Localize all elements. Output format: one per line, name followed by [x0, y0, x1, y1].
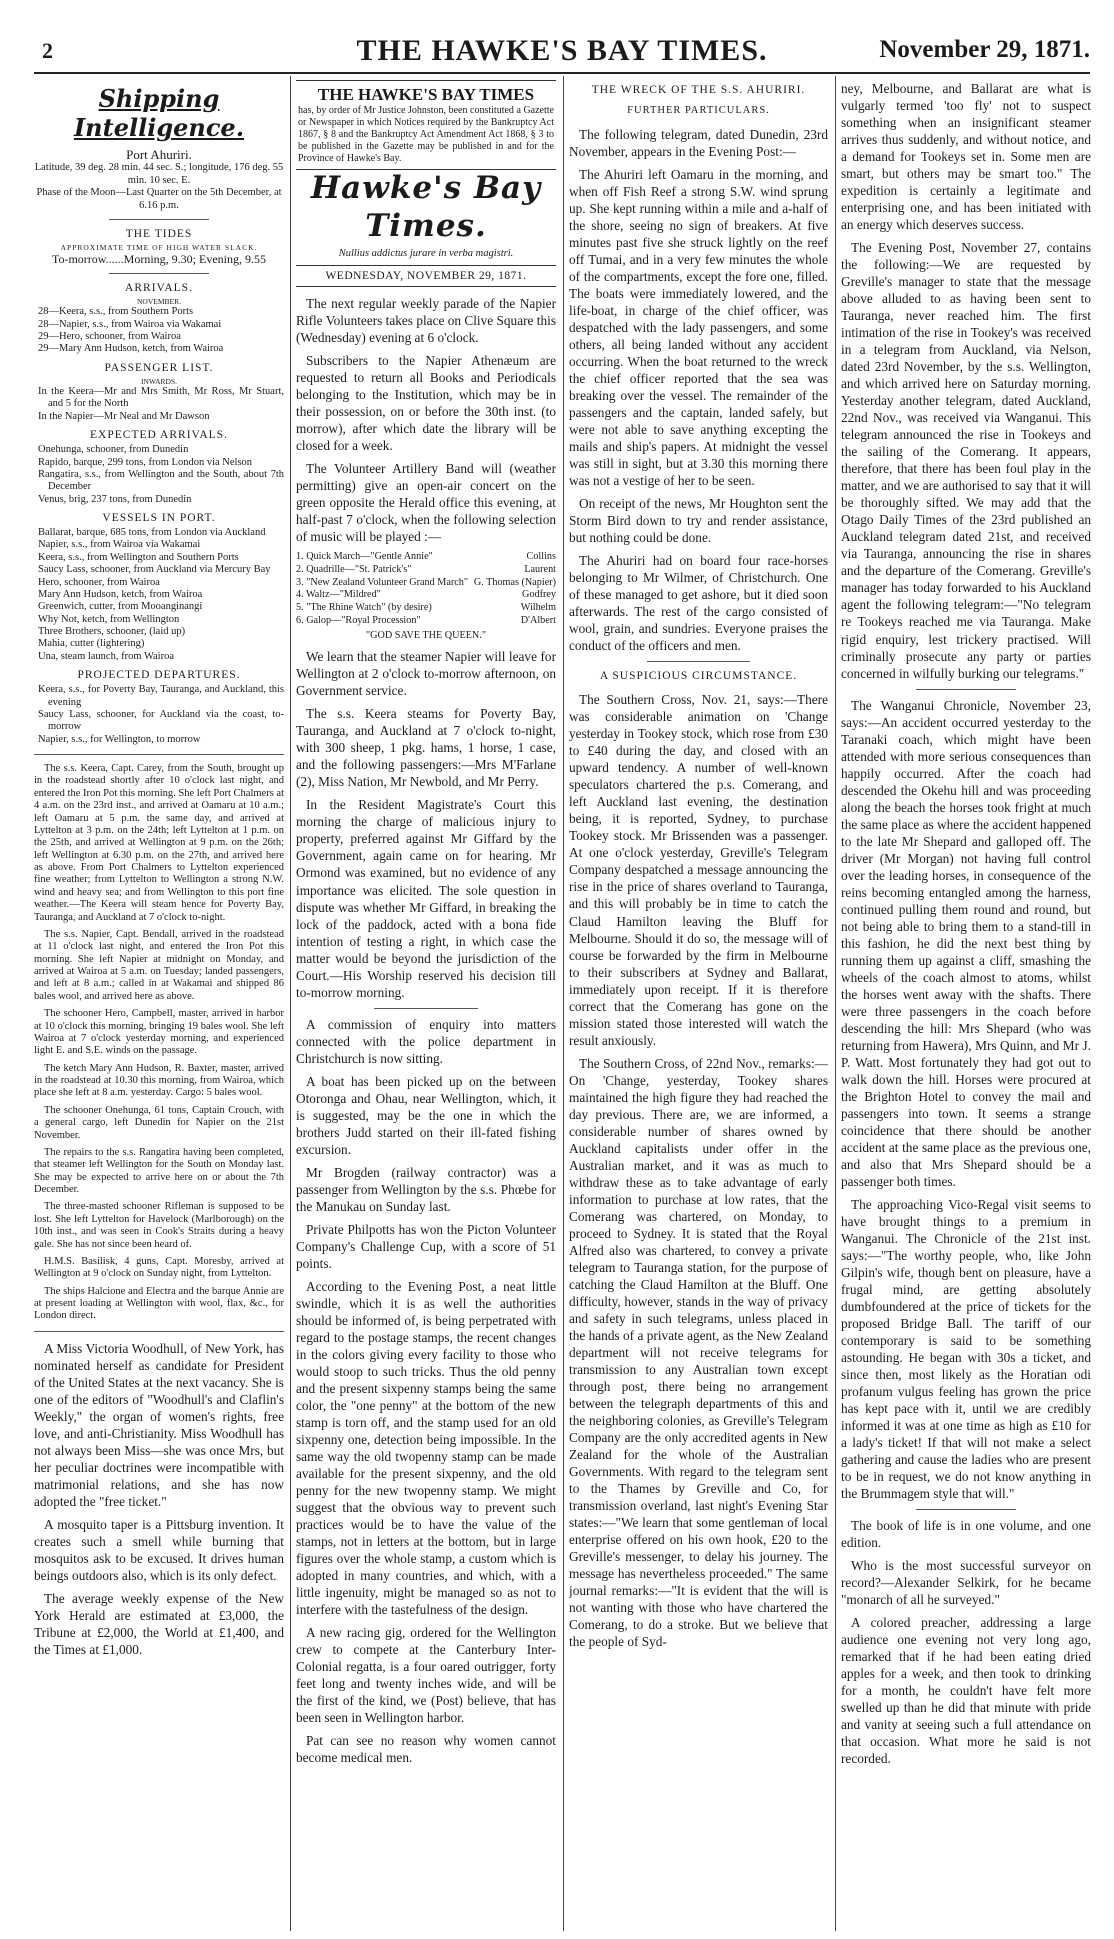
column-news [841, 80, 1091, 1930]
divider [109, 273, 209, 274]
programme-row [296, 615, 556, 628]
column-divider [290, 76, 291, 1931]
paragraph: The book of life is in one volume, and one edition. [841, 1518, 1091, 1551]
column-wreck [569, 80, 828, 1930]
column-divider [563, 76, 564, 1931]
dateline: WEDNESDAY, NOVEMBER 29, 1871. [296, 265, 556, 287]
divider [34, 754, 284, 755]
paragraph: The Ahuriri had on board four race-horses belonging to Mr Wilmer, of Christchurch. One of these managed to get ashore, but it died soon afterwards. The rest of the cargo consisted of wool, grain, and sundries. Everyone praises the conduct of the officers and men. [569, 553, 828, 654]
programme-row [296, 551, 556, 564]
divider [109, 219, 209, 220]
paragraph: The ketch Mary Ann Hudson, R. Baxter, master, arrived in the roadstead at 10.30 this morning, from Wairoa, which place she left at 8 a.m. yesterday. Cargo: 5 bales wool. [34, 1062, 284, 1099]
programme-item: 2. Quadrille—"St. Patrick's" [296, 563, 412, 575]
list-item: Onehunga, schooner, from Dunedin [38, 444, 189, 456]
programme-composer: D'Albert [520, 614, 556, 626]
list-item: Keera, s.s., from Wellington and Southern Ports [38, 551, 239, 563]
list-item: Ballarat, barque, 685 tons, from London via Auckland [38, 527, 266, 539]
list-item: Rangatira, s.s., from Wellington and the South, about 7th December [38, 468, 284, 493]
paragraph: The Wanganui Chronicle, November 23, says:—An accident occurred yesterday to the Taranaki coach, which might have been attended with more serious consequences than happily occurred. After the coach had descended the Okehu hill and was proceeding along the beach the horses took fright at much the same place as where the accident happened to the late Mr Shepard and galloped off. The driver (Mr Morgan) not having full control over the leading horses, in consequence of the reins becoming entangled among the harness, continued pulling them round and round, but not being able to bring them to a stand-till in this fashion, he did the next best thing by running them up against a cliff, smashing the wheels of the coach almost to atoms, whilst the horses went away with the shafts. There were three passengers in the coach before descending the hill: Mrs Shepard (who was returning from Hawera), Mrs Quinn, and Mr J. P. Watt. Most fortunately they had got out to walk down the hill. Horses were procured at the Brighton Hotel to convey the mail and passengers into town. It seems a strange coincidence that there should be another accident at the same place as the previous one, and also that Mrs Shepard should be a passenger both times. [841, 697, 1091, 1189]
list-item: Venus, brig, 237 tons, from Dunedin [38, 493, 192, 505]
list-item: Three Brothers, schooner, (laid up) [38, 626, 186, 638]
paragraph: The following telegram, dated Dunedin, 23rd November, appears in the Evening Post:— [569, 126, 828, 159]
paragraph: A boat has been picked up on the between Otoronga and Ohau, near Wellington, which, it is suggested, may be the one in which the brothers Judd started on their ill-fated fishing excursion. [296, 1073, 556, 1157]
wreck-subheading: FURTHER PARTICULARS. [627, 105, 770, 117]
paragraph: On receipt of the news, Mr Houghton sent the Storm Bird down to try and render assistance, but nothing could be done. [569, 496, 828, 546]
divider [916, 689, 1016, 690]
paragraph: In the Resident Magistrate's Court this morning the charge of malicious injury to property, preferred against Mr Giffard by the Government, again came on for hearing. Mr Ormond was examined, but no evidence of any importance was elicited. The sole question in dispute was whether Mr Giffard, in breaking the lock of the paddock, acted with a bona fide intention of testing a right, in which case the matter would be beyond the jurisdiction of the Court.—His Worship reserved his decision till to-morrow morning. [296, 797, 556, 1000]
divider [916, 1509, 1016, 1510]
expected-list [34, 444, 284, 506]
paragraph: Who is the most successful surveyor on record?—Alexander Selkirk, for he became "monarch of all he surveyed." [841, 1558, 1091, 1608]
port-name: Port Ahuriri. [126, 146, 192, 162]
paragraph: The ships Halcione and Electra and the barque Annie are at present loading at Wellington with wool, flax, &c., for London direct. [34, 1285, 284, 1322]
masthead [34, 32, 1090, 68]
tides-heading: THE TIDES [125, 227, 193, 240]
programme-item: 6. Galop—"Royal Procession" [296, 614, 421, 626]
paragraph: The Southern Cross, Nov. 21, says:—There was considerable animation on 'Change yesterday in Tookey stock, which rose from £30 to £40 during the day, and closed with an upward tendency. A number of well-known speculators chartered the p.s. Comerang, and left Auckland last evening, the destination being, it is reported, Sydney, to purchase Tookey stock. Mr Brissenden was a passenger. At one o'clock yesterday, Greville's Telegram Company despatched a message announcing the rise in the price of shares overland to Tauranga, and this will probably be in time to catch the Claud Hamilton leaving the Bluff for Melbourne. Should it do so, the message will of course be forwarded by the firm in Melbourne to their subscribers at Sydney and Ballarat, immediately upon receipt. If it is therefore correct that the Comerang has gone on the mission stated those interested will watch the result anxiously. [569, 692, 828, 1048]
notice-text: has, by order of Mr Justice Johnston, been constituted a Gazette or Newspaper in which Notices required by the Bankruptcy Act 1867, § 8 and the Bankruptcy Act Amendment Act 1868, § 3 to be published in the Gazette may be published in and for the Province of Hawke's Bay. [298, 105, 554, 165]
passenger-sub: INWARDS. [140, 376, 178, 386]
paragraph: According to the Evening Post, a neat little swindle, which it is as well the authorities should be informed of, is being perpetrated with regard to the postage stamps, the recent changes in the colors giving every facility to those who would stoop to such tricks. Thus the old penny and the present sixpenny stamps being the same color, the "one penny" at the bottom of the new stamp is torn off, and the stamp used for an old sixpenny one, detection being impossible. In the same way the old twopenny stamp can be made available for the present sixpenny, and the old penny for the new twopenny stamp. We might suggest that the obvious way to prevent such practices would be to have the value of the stamps, not in letters at the bottom, but in large figures over the whole stamp, a custom which is adopted in many countries, and which, with a little ingenuity, might be managed so as not to interfere with the tastefulness of the design. [296, 1278, 556, 1618]
paragraph: The Volunteer Artillery Band will (weather permitting) give an open-air concert on the green opposite the Herald office this evening, at half-past 7 o'clock, when the following selection of music will be played :— [296, 460, 556, 545]
paragraph: The average weekly expense of the New York Herald are estimated at £3,000, the Tribune at £2,000, the World at £1,400, and the Times at £1,000. [34, 1591, 284, 1658]
paragraph: A new racing gig, ordered for the Wellington crew to compete at the Canterbury Inter-Colonial regatta, is a four oared outrigger, forty feet long and twenty inches wide, and will be the first of the kind, we (Post) believe, that has been seen in Wellington harbor. [296, 1625, 556, 1726]
programme-composer: Collins [526, 551, 556, 563]
programme-item: 5. "The Rhine Watch" (by desire) [296, 602, 432, 614]
list-item: Saucy Lass, schooner, for Auckland via the coast, to-morrow [38, 708, 284, 733]
paragraph: The three-masted schooner Rifleman is supposed to be lost. She left Lyttelton for Havelock (Marlborough) on the 10th inst., and was seen in Cook's Straits during a heavy gale. She has not since been heard of. [34, 1201, 284, 1250]
paragraph: A mosquito taper is a Pittsburg invention. It creates such a smell while burning that mosquitos ask to be excused. It drives human beings outdoors also, which is its only defect. [34, 1516, 284, 1584]
list-item: 28—Napier, s.s., from Wairoa via Wakamai [38, 318, 222, 330]
paragraph: The schooner Hero, Campbell, master, arrived in harbor at 10 o'clock this morning, bringing 19 bales wool. She left Wairoa at 7 o'clock yesterday morning, and experienced light E. and S.E. winds on the passage. [34, 1008, 284, 1057]
newspaper-title: THE HAWKE'S BAY TIMES. [356, 34, 768, 67]
shipping-heading: Shipping Intelligence. [73, 84, 245, 143]
paragraph: Subscribers to the Napier Athenæum are requested to return all Books and Periodicals belonging to the Institution, which may be in their possession, on or before the 30th inst. (to morrow), after which date the library will be closed for a week. [296, 352, 556, 453]
departures-list [34, 684, 284, 746]
programme-row [296, 564, 556, 577]
programme-composer: G. Thomas (Napier) [473, 576, 556, 588]
divider [34, 1331, 284, 1332]
paragraph: The repairs to the s.s. Rangatira having been completed, that steamer left Wellington for the South on Monday last. She may be expected to arrive here on or about the 7th December. [34, 1146, 284, 1196]
arrivals-heading: ARRIVALS. [125, 282, 193, 295]
issue-date: November 29, 1871. [879, 36, 1090, 63]
paragraph: Mr Brogden (railway contractor) was a passenger from Wellington by the s.s. Phœbe for the Manukau on Sunday last. [296, 1164, 556, 1214]
masthead-rule [34, 72, 1090, 74]
programme-composer: Laurent [524, 563, 556, 575]
shipping-news [34, 763, 284, 1323]
list-item: Hero, schooner, from Wairoa [38, 576, 160, 588]
paragraph: H.M.S. Basilisk, 4 guns, Capt. Moresby, arrived at Wellington at 9 o'clock on Sunday night, from Lyttelton. [34, 1255, 284, 1280]
paragraph: The s.s. Keera steams for Poverty Bay, Tauranga, and Auckland at 7 o'clock to-night, with 300 sheep, 1 pkg. hams, 1 horse, 1 case, and the following passengers:—Mrs M'Farlane (2), Miss Nation, Mr Newbold, and Mr Perry. [296, 706, 556, 790]
list-item: Greenwich, cutter, from Mooanginangi [38, 601, 203, 613]
paragraph: A Miss Victoria Woodhull, of New York, has nominated herself as candidate for President of the United States at the next vacancy. She is one of the editors of "Woodhull's and Claflin's Weekly," the organ of women's rights, free love, and anti-Christianity. Miss Woodhull has not always been Miss—she was once Mrs, but her peculiar doctrines were incompatible with matrimonial relations, and she has now adopted the "free ticket." [34, 1340, 284, 1509]
paragraph: The Evening Post, November 27, contains the following:—We are requested by Greville's manager to state that the message above alluded to as having been sent to Tauranga, never reached him. The first intimation of the rise in Tookey's was received in a telegram from Auckland, via Nelson, dated 23rd November, by the s.s. Wellington, and which arrived here on Saturday morning. Yesterday another telegram, dated Auckland, 22nd Nov., was received via Wanganui. This telegram announced the rise in Tookeys and the sailing of the Comerang. It appears, therefore, that there has been foul play in the matter, and we are authorised to say that it will be thoroughly sifted. We may add that the Otago Daily Times of the 23rd published an Auckland telegram dated 21st, and received via Tauranga, announcing the rise in shares and the departure of the Comerang. Greville's manager has today forwarded to his Auckland agent the following telegram:—"No telegram re Tookeys reached me via Tauranga. Make rigid enquiry, lest trickery practised. Will criminally prosecute any party or parties concerned in wilfully burking our telegrams." [841, 240, 1091, 681]
expected-heading: EXPECTED ARRIVALS. [90, 429, 228, 442]
list-item: In the Keera—Mr and Mrs Smith, Mr Ross, Mr Stuart, and 5 for the North [38, 386, 284, 410]
paragraph: We learn that the steamer Napier will leave for Wellington at 2 o'clock to-morrow afternoon, on Government service. [296, 649, 556, 699]
arrivals-sub: NOVEMBER. [137, 297, 181, 307]
gazette-notice [296, 80, 556, 170]
list-item: 28—Keera, s.s., from Southern Ports [38, 306, 194, 318]
list-item: 29—Hero, schooner, from Wairoa [38, 331, 181, 343]
paragraph: Private Philpotts has won the Picton Volunteer Company's Challenge Cup, with a score of 51 points. [296, 1221, 556, 1271]
divider [647, 661, 751, 662]
paragraph: The s.s. Keera, Capt. Carey, from the South, brought up in the roadstead shortly after 10 o'clock last night, and entered the Iron Pot this morning. She left Port Chalmers at 4 a.m. on the 23rd inst., and arrived at Oamaru at 10 a.m.; left Oamaru at 5 p.m. the same day, and arrived at Lyttelton at 3 p.m. on the 24th; left Lyttelton at 1 p.m. on the 25th, and arrived at Wellington at 9 p.m. on the 26th; left Wellington at 6.30 p.m. on the 27th, and arrived here as above. From Port Chalmers to Lyttelton experienced fine weather; from Lyttelton to Wellington a strong N.W. wind and heavy sea; and from Wellington to this port fine weather.—The Keera will steam hence for Poverty Bay, Tauranga, and Auckland at 7 o'clock to-night. [34, 763, 284, 923]
wreck-heading: THE WRECK OF THE S.S. AHURIRI. [591, 84, 806, 96]
paragraph: The approaching Vico-Regal visit seems to have brought things to a premium in Wanganui. The Chronicle of the 21st inst. says:—"The worthy people, who, like John Gilpin's wife, though bent on pleasure, have a frugal mind, are getting absolutely dumbfoundered at the price of tickets for the proposed Bridge Ball. The tariff of our contemporary is said to be something astounding. He began with 30s a ticket, and since then, most likely as the Horatian odi profanum vulgus feeling has grown the price has kept pace with it, until we are credibly informed it was at one time as high as £10 for a lady's ticket! If that will not make a select gathering and cause the ladies who are present to be in request, we do not know anything in the Brummagem style that will." [841, 1197, 1091, 1502]
list-item: Why Not, ketch, from Wellington [38, 613, 180, 625]
motto: Nullius addictus jurare in verba magistri. [338, 248, 514, 260]
vessels-list [34, 527, 284, 663]
departures-heading: PROJECTED DEPARTURES. [77, 669, 241, 682]
tides-line: To-morrow......Morning, 9.30; Evening, 9.55 [51, 252, 267, 267]
list-item: Mary Ann Hudson, ketch, from Wairoa [38, 588, 203, 600]
list-item: Napier, s.s., for Wellington, to morrow [38, 733, 201, 745]
column-shipping [34, 80, 284, 1930]
list-item: Mahia, cutter (lightering) [38, 638, 145, 650]
list-item: Rapido, barque, 299 tons, from London via Nelson [38, 456, 253, 468]
passenger-heading: PASSENGER LIST. [104, 361, 214, 374]
paragraph: The Southern Cross, of 22nd Nov., remarks:—On 'Change, yesterday, Tookey shares maintained the high figure they had reached the day previous. There are, we are informed, a considerable number of shares owned by Auckland capitalists under offer in the Australian market, and it was as much to withdraw these as to take advantage of early information to purchase at low rates, that the Comerang was chartered, on Monday, to proceed to Sydney. It is stated that the Royal Alfred also was chartered, to convey a private telegram to Tauranga station, for the purpose of catching the Claud Hamilton at the Bluff. One difficulty, however, stands in the way of privacy and safety in such telegrams, unless placed in the hands of a private agent, as the New Zealand department will not receive telegrams for transmission to any Australian town except through post, there being no arrangement between the telegraph departments of this and the neighboring colonies, as Greville's Telegram Company are the only accredited agents in New Zealand for the whole of the Australian Governments. With regard to the telegram sent to the Thames by Greville and Co, for transmission overland, last night's Evening Star states:—"We learn that some gentleman of local enterprise offered on his own hook, £20 to the Greville's messenger, to delay his journey. The message has nevertheless proceeded." The same journal remarks:—"It is evident that the will is not wanting with those who have chartered the Comerang, to do a stroke. But we believe that the people of Syd- [569, 1055, 828, 1650]
latitude-line: Latitude, 39 deg. 28 min. 44 sec. S.; longitude, 176 deg. 55 min. 10 sec. E. [34, 162, 284, 186]
list-item: In the Napier—Mr Neal and Mr Dawson [38, 410, 210, 422]
programme-item: 3. "New Zealand Volunteer Grand March" [296, 576, 469, 588]
paragraph: A colored preacher, addressing a large audience one evening not very long ago, remarked that if he had been eating dried apples for a week, and then took to drinking for a month, he couldn't have felt more swelled up than he did that minute with pride and vanity at seeing such a full attendance on that occasion. What more he said is not recorded. [841, 1615, 1091, 1767]
programme-composer: Godfrey [522, 589, 556, 601]
paragraph: The Ahuriri left Oamaru in the morning, and when off Fish Reef a strong S.W. wind sprung up. She kept running within a mile and a-half of the shore, seeing no sign of breakers. At five minutes past five she struck lightly on the reef off Tumai, and in a very few minutes the whole of the compartments, except the fore one, filled. The boats were immediately lowered, and the life-boat, in charge of the chief officer, was despatched with the lady passengers, and some others, all being landed without any accident occurring. When the boat returned to the wreck the chief officer reported that the sea was breaking over the vessel. The remainder of the passengers and the captain, landed safely, but were not able to save anything excepting the mails and ship's papers. At midnight the vessel was still in sight, but at 3.30 this morning there was not a vestige of her to be seen. [569, 166, 828, 489]
list-item: Keera, s.s., for Poverty Bay, Tauranga, and Auckland, this evening [38, 684, 284, 708]
nameplate: Hawke's Bay Times. [310, 170, 542, 245]
page-number: 2 [42, 38, 53, 63]
list-item: Saucy Lass, schooner, from Auckland via Mercury Bay [38, 564, 271, 576]
programme-item: 1. Quick March—"Gentle Annie" [296, 551, 433, 563]
list-item: Napier, s.s., from Wairoa via Wakamai [38, 539, 201, 551]
column-divider [835, 76, 836, 1931]
tides-sub: APPROXIMATE TIME OF HIGH WATER SLACK. [60, 242, 258, 252]
notice-title: THE HAWKE'S BAY TIMES [317, 85, 535, 104]
paragraph: A commission of enquiry into matters connected with the police department in Christchurch is now sitting. [296, 1016, 556, 1066]
programme-row [296, 602, 556, 615]
miscellany [34, 1340, 284, 1658]
moon-phase: Phase of the Moon—Last Quarter on the 5th December, at 6.16 p.m. [36, 187, 282, 211]
paragraph: Pat can see no reason why women cannot become medical men. [296, 1733, 556, 1766]
paragraph: The schooner Onehunga, 61 tons, Captain Crouch, with a general cargo, left Dunedin for Napier on the 21st November. [34, 1104, 284, 1141]
concert-programme [296, 551, 556, 642]
list-item: Una, steam launch, from Wairoa [38, 650, 174, 662]
programme-row [296, 589, 556, 602]
anthem: "GOD SAVE THE QUEEN." [366, 629, 486, 641]
programme-composer: Wilhelm [520, 602, 556, 614]
vessels-heading: VESSELS IN PORT. [102, 512, 216, 525]
arrivals-list [34, 306, 284, 356]
programme-row [296, 577, 556, 590]
paragraph: The next regular weekly parade of the Napier Rifle Volunteers takes place on Clive Square this (Wednesday) evening at 6 o'clock. [296, 295, 556, 345]
divider [374, 1008, 478, 1009]
column-editorial [296, 80, 556, 1930]
paragraph: ney, Melbourne, and Ballarat are what is vulgarly termed 'too fly' not to suspect something when an insignificant steamer arrives thus suddenly, and without notice, and a demand for Tookeys set in. Some men are smart, but others may be smart too." The expedition is certainly a legitimate and enterprising one, and has been initiated with an energy which deserves success. [841, 81, 1091, 233]
paragraph: The s.s. Napier, Capt. Bendall, arrived in the roadstead at 11 o'clock last night, and entered the Iron Pot this morning. She left Napier at midnight on Monday, and arrived at Wairoa at 5 a.m. on Tuesday; landed passengers, and left at 8 a.m.; called in at Wakamai and shipped 86 bales wool, and arrived here as above. [34, 928, 284, 1002]
programme-item: 4. Waltz—"Mildred" [296, 589, 381, 601]
list-item: 29—Mary Ann Hudson, ketch, from Wairoa [38, 343, 224, 355]
suspicious-heading: A SUSPICIOUS CIRCUMSTANCE. [599, 670, 798, 683]
passenger-list [34, 386, 284, 423]
